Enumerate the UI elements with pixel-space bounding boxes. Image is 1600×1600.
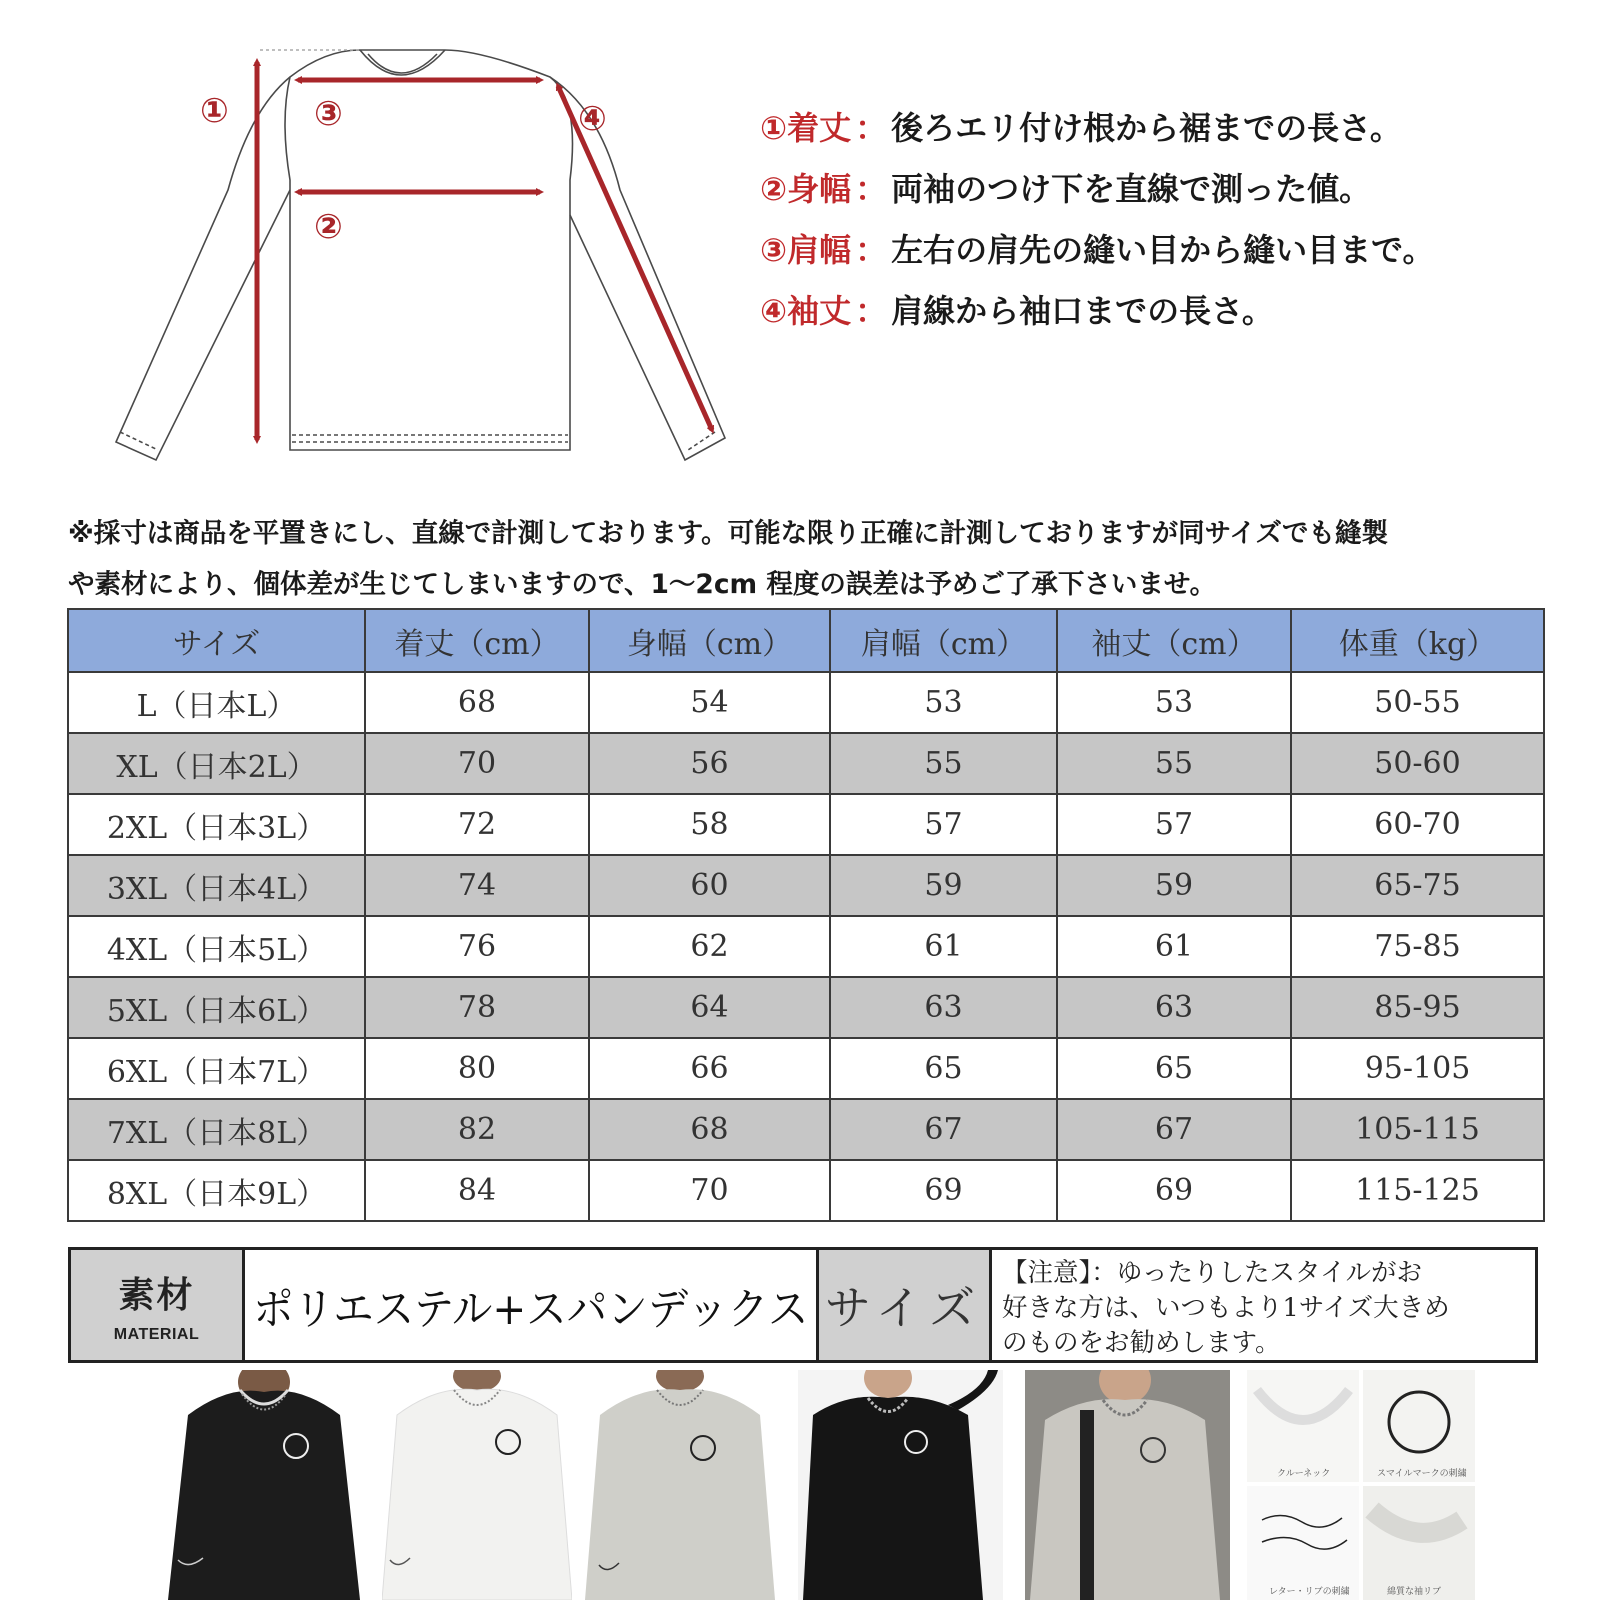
table-cell: 53 [830,672,1057,733]
legend-colon: ： [855,169,888,208]
legend-description: 肩線から袖口までの長さ。 [891,291,1274,330]
measurement-diagram [100,40,750,480]
size-label: サイズ [824,1281,984,1335]
product-detail-photos [1247,1370,1475,1600]
table-cell: 58 [589,794,830,855]
legend-description: 両袖のつけ下を直線で測った値。 [891,169,1372,208]
table-row [68,672,1544,733]
table-row [68,977,1544,1038]
header-shoulder: 肩幅（cm） [830,609,1057,672]
caution-line-1: 【注意】：ゆったりしたスタイルがお [1002,1258,1422,1288]
table-cell: 105-115 [1291,1099,1544,1160]
marker-3: ③ [314,94,343,134]
table-cell: 4XL（日本5L） [68,916,365,977]
material-info-box [68,1247,1538,1363]
measurement-note [68,508,1558,610]
table-cell: 65 [1057,1038,1291,1099]
table-cell: 3XL（日本4L） [68,855,365,916]
table-cell: 67 [830,1099,1057,1160]
table-cell: 82 [365,1099,589,1160]
table-cell: 62 [589,916,830,977]
detail-caption-smile: スマイルマークの刺繍 [1377,1469,1467,1479]
table-cell: 69 [830,1160,1057,1221]
table-cell: 60-70 [1291,794,1544,855]
legend-row-shoulder [760,217,1580,278]
table-row [68,1099,1544,1160]
material-label: 素材 [118,1274,195,1316]
table-cell: 68 [589,1099,830,1160]
size-label-cell [819,1250,992,1360]
material-value: ポリエステル+スパンデックス [252,1284,809,1335]
size-chart-table [67,608,1545,1222]
legend-key: ③肩幅 [760,230,852,269]
note-line-2: や素材により、個体差が生じてしまいますので、1～2cm 程度の誤差は予めご了承下さいませ。 [68,569,1217,600]
table-cell: 65 [830,1038,1057,1099]
table-cell: 5XL（日本6L） [68,977,365,1038]
table-cell: L（日本L） [68,672,365,733]
table-cell: 75-85 [1291,916,1544,977]
table-row [68,733,1544,794]
detail-caption-neck: クルーネック [1277,1469,1331,1479]
table-row [68,855,1544,916]
table-cell: 95-105 [1291,1038,1544,1099]
table-row [68,1038,1544,1099]
size-caution-cell [992,1250,1535,1360]
table-cell: 61 [1057,916,1291,977]
table-cell: 69 [1057,1160,1291,1221]
caution-line-3: のものをお勧めします。 [1002,1328,1281,1358]
legend-key: ②身幅 [760,169,852,208]
table-row [68,916,1544,977]
product-photo-black-model [798,1370,1003,1600]
product-photo-white [382,1370,572,1600]
legend-key: ④袖丈 [760,291,852,330]
product-photo-gray [585,1370,775,1600]
table-cell: 60 [589,855,830,916]
table-cell: 74 [365,855,589,916]
legend-key: ①着丈 [760,108,852,147]
note-line-1: ※採寸は商品を平置きにし、直線で計測しております。可能な限り正確に計測しておりますが同サイズでも縫製 [68,518,1389,549]
legend-row-width [760,156,1580,217]
table-cell: 66 [589,1038,830,1099]
table-cell: 68 [365,672,589,733]
table-cell: 115-125 [1291,1160,1544,1221]
material-sublabel: MATERIAL [113,1325,200,1343]
table-cell: XL（日本2L） [68,733,365,794]
table-cell: 76 [365,916,589,977]
table-cell: 56 [589,733,830,794]
table-cell: 61 [830,916,1057,977]
table-row [68,1160,1544,1221]
header-sleeve: 袖丈（cm） [1057,609,1291,672]
detail-caption-letter: レター・リブの刺繍 [1269,1587,1350,1597]
table-cell: 84 [365,1160,589,1221]
table-cell: 78 [365,977,589,1038]
table-cell: 50-55 [1291,672,1544,733]
legend-row-length [760,95,1580,156]
table-cell: 80 [365,1038,589,1099]
table-cell: 70 [589,1160,830,1221]
legend-colon: ： [855,108,888,147]
table-cell: 7XL（日本8L） [68,1099,365,1160]
table-cell: 65-75 [1291,855,1544,916]
legend-colon: ： [855,230,888,269]
header-weight: 体重（kg） [1291,609,1544,672]
table-cell: 54 [589,672,830,733]
detail-caption-cuff: 綿質な袖リブ [1387,1587,1442,1597]
material-value-cell [245,1250,819,1360]
product-photo-black [168,1370,360,1600]
legend-row-sleeve [760,278,1580,339]
table-cell: 64 [589,977,830,1038]
header-length: 着丈（cm） [365,609,589,672]
marker-4: ④ [578,99,607,139]
marker-1: ① [200,91,229,131]
table-cell: 8XL（日本9L） [68,1160,365,1221]
table-cell: 53 [1057,672,1291,733]
table-cell: 55 [830,733,1057,794]
table-cell: 59 [830,855,1057,916]
legend-description: 後ろエリ付け根から裾までの長さ。 [891,108,1402,147]
measurement-legend [760,95,1580,339]
table-cell: 50-60 [1291,733,1544,794]
legend-colon: ： [855,291,888,330]
caution-line-2: 好きな方は、いつもより1サイズ大きめ [1002,1293,1450,1323]
table-cell: 6XL（日本7L） [68,1038,365,1099]
table-cell: 57 [830,794,1057,855]
table-cell: 2XL（日本3L） [68,794,365,855]
table-header-row [68,609,1544,672]
marker-2: ② [314,207,343,247]
table-cell: 85-95 [1291,977,1544,1038]
sweatshirt-outline-illustration [100,40,750,480]
table-cell: 57 [1057,794,1291,855]
material-label-cell [71,1250,245,1360]
header-size: サイズ [68,609,365,672]
table-cell: 72 [365,794,589,855]
table-row [68,794,1544,855]
table-cell: 67 [1057,1099,1291,1160]
table-cell: 63 [830,977,1057,1038]
table-cell: 59 [1057,855,1291,916]
table-cell: 63 [1057,977,1291,1038]
product-photo-gray-model [1025,1370,1230,1600]
table-cell: 55 [1057,733,1291,794]
header-width: 身幅（cm） [589,609,830,672]
legend-description: 左右の肩先の縫い目から縫い目まで。 [891,230,1435,269]
table-cell: 70 [365,733,589,794]
